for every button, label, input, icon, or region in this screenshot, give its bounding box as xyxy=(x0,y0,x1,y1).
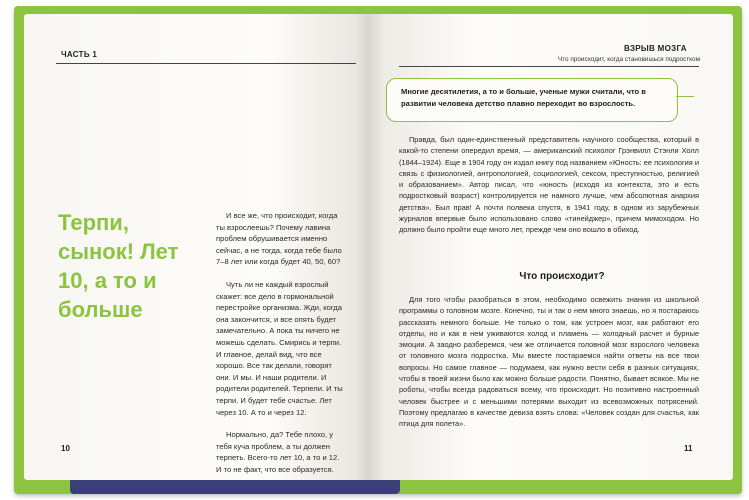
paragraph: И все же, что происходит, когда ты взрослеешь? Почему лавина проблем обрушивается именно сейчас, а не тогда, когда тебе было 7–8 лет или когда будет 40, 50, 60? xyxy=(216,211,342,267)
pull-quote-line xyxy=(676,96,694,109)
left-body-text xyxy=(216,210,346,486)
paragraph: Чуть ли не каждый взрослый скажет: все дело в гормональной перестройке организма. Жди, когда она закончится, и все опять будет замечательно. А пока ты ничего не можешь сделать. Смирись и терпи. И главное, делай вид, что все хорошо. Все так делали, говорят они. И мы. И наши родители. И родители родителей. Терпели. И ты терпи. И будет тебе счастье. Лет через 10. А то и через 12. xyxy=(216,279,343,417)
page-number-right: 11 xyxy=(684,444,693,453)
running-head-right: ВЗРЫВ МОЗГА xyxy=(624,44,687,53)
header-rule-left xyxy=(56,63,356,64)
pull-quote-text: Многие десятилетия, а то и больше, ученые мужи считали, что в развитии человека детство плавно переходит во взрослость. xyxy=(401,87,646,108)
body-paragraph-1: Правда, был один-единственный представитель научного сообщества, который в какой-то степени опередил время, — американский психолог Грэнвилл Стэнли Холл (1844–1924). Еще в 1904 году он издал книгу под названием «Юность: ее психология и связь с физиологией, антропологией, социологией, сексом, преступностью, религией и образованием». Автор писал, что «юность (исходя из контекста, это и есть подростковый возраст) контролируется не намного лучше, чем абсолютная анархия детства». Был прав! А почти полвека спустя, в 1941 году, в одном из зарубежных журналов впервые было использовано слово «тинейджер», причем мимоходом. Но должно было пройти еще много лет, прежде чем оно вошло в обиход. xyxy=(399,135,699,235)
running-head-left: ЧАСТЬ 1 xyxy=(61,50,98,59)
page-number-left: 10 xyxy=(61,444,70,453)
running-subtitle: Что происходит, когда становишься подростком xyxy=(557,56,700,63)
header-rule-right xyxy=(399,66,699,67)
section-title: Что происходит? xyxy=(519,271,605,282)
body-paragraph-2: Для того чтобы разобраться в этом, необходимо освежить знания из школьной программы о головном мозге. Конечно, ты и так о нем много знаешь, но я постараюсь рассказать немного больше. Не только о том, как устроен мозг, как работают его отделы, но и как в нем уживаются холод и пламень — холодный расчет и бурные эмоции. А заодно разберемся, чем же отличается головной мозг взрослого человека от головного мозга подростка. Мы вместе постараемся найти ответы на все твои вопросы. Но самое главное — подумаем, как нужно вести себя в разных ситуациях, чтобы в твоей жизни было как можно больше радости. Понятно, бывает всякое. Мы не роботы, чтобы всегда радоваться всему, что происходит. Но позитивно настроенный человек быстрее и с меньшими потерями выходит из всевозможных потрясений. Поэтому предлагаю в качестве девиза взять слова: «Человек создан для счастья, как птица для полета». xyxy=(399,295,699,429)
chapter-title: Терпи, сынок! Лет 10, а то и больше xyxy=(58,210,179,322)
paragraph: Нормально, да? Тебе плохо, у тебя куча проблем, а ты должен терпеть. Всего-то лет 10, а то и 12. И то не факт, что все образуется. xyxy=(216,430,340,474)
pull-quote-box xyxy=(386,78,678,122)
